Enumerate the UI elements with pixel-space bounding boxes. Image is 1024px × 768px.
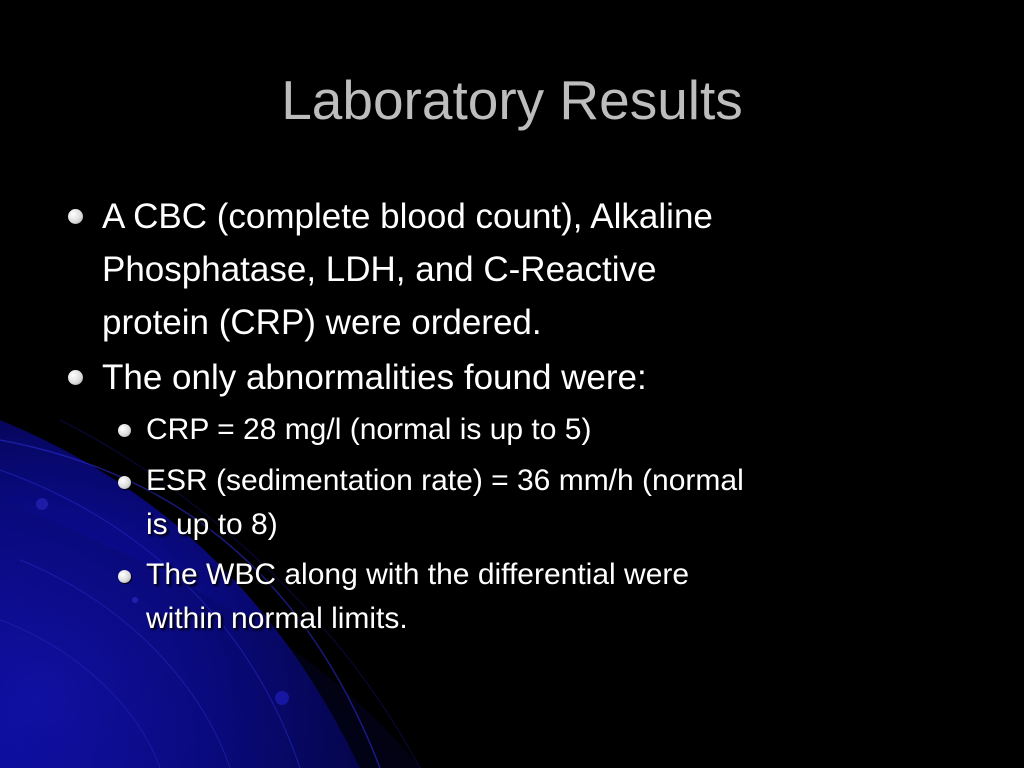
slide-title: Laboratory Results [281,69,743,131]
sub-bullet-line: ESR (sedimentation rate) = 36 mm/h (normal [146,464,744,497]
bullet-line: The only abnormalities found were: [102,358,647,397]
glow-dot-1 [36,498,48,510]
bullet-item-lab-orders [62,190,962,349]
bullet-dot-icon [68,370,83,385]
bullet-line: Phosphatase, LDH, and C-Reactive [102,250,657,289]
sub-bullet-esr [62,456,962,550]
sub-bullet-wbc [62,550,962,644]
sub-bullet-dot-icon [118,570,131,583]
bullet-line: protein (CRP) were ordered. [102,303,542,342]
sub-bullet-crp [62,404,962,456]
bullet-item-abnormalities [62,351,962,404]
bullet-dot-icon [68,209,83,224]
bullet-list [62,190,962,644]
sub-bullet-dot-icon [118,476,131,489]
sub-bullet-line: is up to 8) [146,508,278,541]
bullet-line: A CBC (complete blood count), Alkaline [102,197,713,236]
sub-bullet-line: The WBC along with the differential were [146,558,690,591]
sub-bullet-line: within normal limits. [146,602,408,635]
glow-dot-2 [275,691,289,705]
sub-bullet-line: CRP = 28 mg/l (normal is up to 5) [146,413,592,446]
sub-bullet-dot-icon [118,424,131,437]
